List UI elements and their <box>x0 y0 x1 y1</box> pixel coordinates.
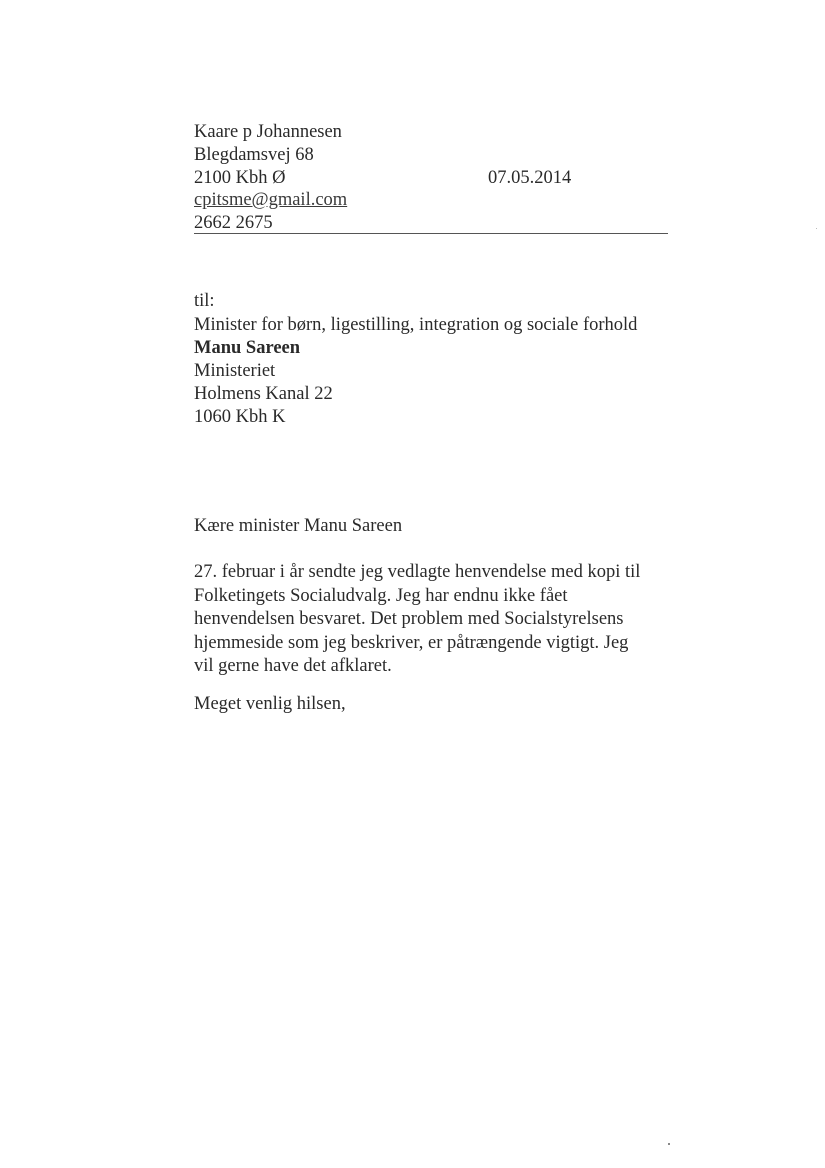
header-divider <box>194 233 668 234</box>
recipient-name: Manu Sareen <box>194 338 301 358</box>
recipient-to-label: til: <box>194 291 215 311</box>
scan-speck <box>816 228 817 229</box>
salutation: Kære minister Manu Sareen <box>194 516 403 536</box>
recipient-city: 1060 Kbh K <box>194 407 286 427</box>
body-line: Folketingets Socialudvalg. Jeg har endnu ikke fået <box>194 585 568 606</box>
letter-date: 07.05.2014 <box>488 168 572 188</box>
sender-phone: 2662 2675 <box>194 213 273 233</box>
sender-street: Blegdamsvej 68 <box>194 145 314 165</box>
closing: Meget venlig hilsen, <box>194 694 346 714</box>
sender-email[interactable]: cpitsme@gmail.com <box>194 190 348 210</box>
body-line: vil gerne have det afklaret. <box>194 656 392 676</box>
recipient-title: Minister for børn, ligestilling, integration og sociale forhold <box>194 315 638 335</box>
sender-city: 2100 Kbh Ø <box>194 168 286 188</box>
recipient-street: Holmens Kanal 22 <box>194 384 333 404</box>
body-line: 27. februar i år sendte jeg vedlagte henvendelse med kopi til <box>194 562 641 582</box>
sender-name: Kaare p Johannesen <box>194 122 342 142</box>
letter-body <box>194 561 674 679</box>
scan-speck <box>668 1143 670 1145</box>
recipient-department: Ministeriet <box>194 361 276 381</box>
body-line: hjemmeside som jeg beskriver, er påtrængende vigtigt. Jeg <box>194 632 629 653</box>
body-line: henvendelsen besvaret. Det problem med Socialstyrelsens <box>194 609 624 629</box>
